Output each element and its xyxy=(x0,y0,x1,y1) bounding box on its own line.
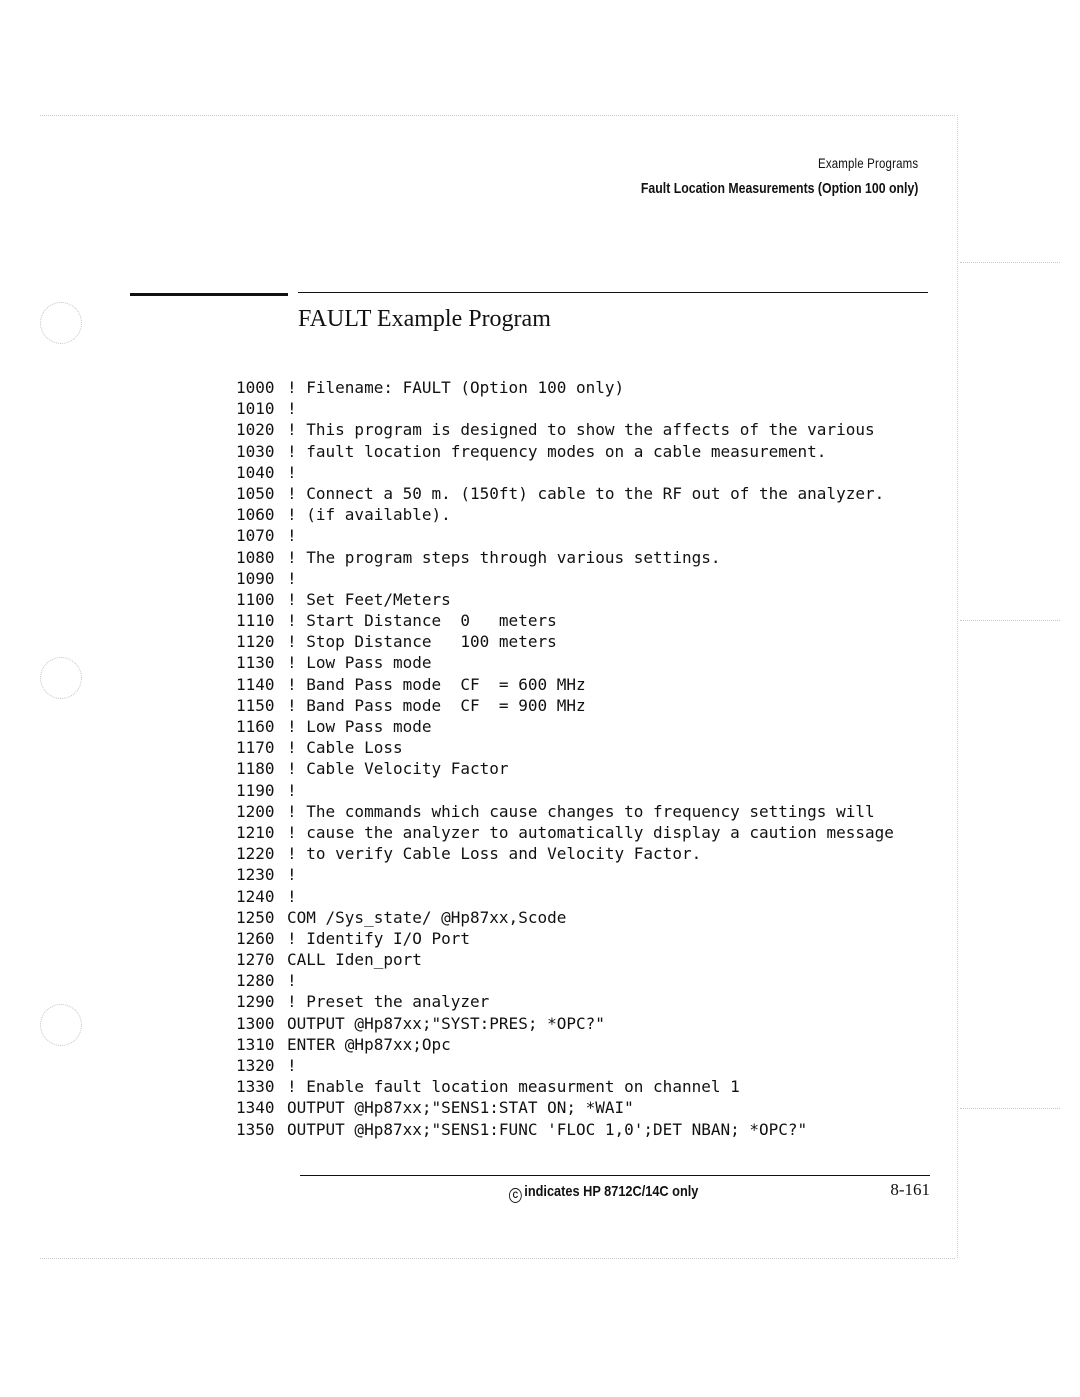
line-number: 1150 xyxy=(236,695,275,715)
line-number: 1220 xyxy=(236,844,275,864)
top-scan-border xyxy=(40,115,955,116)
code-line xyxy=(236,462,894,483)
code-line xyxy=(236,1076,894,1097)
line-text: ! Filename: FAULT (Option 100 only) xyxy=(287,378,625,397)
code-line xyxy=(236,1013,894,1034)
line-text: ! xyxy=(287,886,297,906)
binder-hole xyxy=(40,657,82,699)
code-line xyxy=(236,1055,894,1076)
line-number: 1080 xyxy=(236,547,275,567)
line-number: 1060 xyxy=(236,505,275,525)
code-line xyxy=(236,1097,894,1118)
title-rule-thick xyxy=(130,293,288,296)
line-text: COM /Sys_state/ @Hp87xx,Scode xyxy=(287,907,567,927)
line-number: 1040 xyxy=(236,462,275,482)
line-number: 1210 xyxy=(236,822,275,842)
running-header-subsection: Fault Location Measurements (Option 100 only) xyxy=(640,180,918,197)
code-line xyxy=(236,419,894,440)
page-title: FAULT Example Program xyxy=(298,306,551,332)
line-text: ! This program is designed to show the affects of the various xyxy=(287,420,875,440)
line-text: ! Low Pass mode xyxy=(287,653,432,673)
line-text: ENTER @Hp87xx;Opc xyxy=(287,1034,451,1054)
line-text: ! xyxy=(287,568,297,588)
line-number: 1000 xyxy=(236,378,275,397)
line-number: 1140 xyxy=(236,674,275,694)
line-number: 1320 xyxy=(236,1056,275,1075)
bottom-scan-border xyxy=(40,1258,955,1259)
line-text: ! Enable fault location measurment on channel 1 xyxy=(287,1077,740,1097)
code-line xyxy=(236,1034,894,1055)
line-text: OUTPUT @Hp87xx;"SYST:PRES; *OPC?" xyxy=(287,1013,605,1033)
line-text: ! xyxy=(287,526,297,546)
code-line xyxy=(236,695,894,716)
line-text: ! Stop Distance 100 meters xyxy=(287,632,557,652)
line-number: 1170 xyxy=(236,738,275,758)
line-number: 1130 xyxy=(236,653,275,673)
line-number: 1310 xyxy=(236,1034,275,1054)
code-line xyxy=(236,758,894,779)
line-text: ! xyxy=(287,971,297,991)
line-number: 1240 xyxy=(236,886,275,906)
running-header-section: Example Programs xyxy=(817,155,918,171)
footer-note xyxy=(509,1183,698,1203)
code-line xyxy=(236,991,894,1012)
code-line xyxy=(236,589,894,610)
code-line xyxy=(236,398,894,419)
line-number: 1160 xyxy=(236,717,275,736)
line-text: OUTPUT @Hp87xx;"SENS1:FUNC 'FLOC 1,0';DET NBAN; *OPC?" xyxy=(287,1119,808,1139)
title-rule-thin xyxy=(298,292,928,293)
line-text: ! xyxy=(287,399,297,419)
line-text: ! Band Pass mode CF = 600 MHz xyxy=(287,674,586,694)
line-number: 1070 xyxy=(236,526,275,546)
line-text: ! Set Feet/Meters xyxy=(287,589,451,609)
line-number: 1340 xyxy=(236,1098,275,1118)
hp-c-symbol-icon: C xyxy=(509,1188,522,1203)
line-number: 1350 xyxy=(236,1119,275,1139)
binder-hole xyxy=(40,302,82,344)
code-line xyxy=(236,568,894,589)
line-number: 1290 xyxy=(236,992,275,1012)
line-text: ! fault location frequency modes on a cable measurement. xyxy=(287,441,827,461)
line-number: 1100 xyxy=(236,589,275,609)
line-text: ! to verify Cable Loss and Velocity Factor. xyxy=(287,844,702,864)
line-number: 1180 xyxy=(236,759,275,779)
footer-note-text: indicates HP 8712C/14C only xyxy=(524,1183,699,1200)
code-line xyxy=(236,716,894,737)
line-text: ! The commands which cause changes to frequency settings will xyxy=(287,801,875,821)
line-text: ! cause the analyzer to automatically display a caution message xyxy=(287,822,894,842)
line-text: ! Low Pass mode xyxy=(287,717,432,736)
code-line xyxy=(236,780,894,801)
code-line xyxy=(236,864,894,885)
line-number: 1260 xyxy=(236,928,275,948)
code-line xyxy=(236,843,894,864)
code-line xyxy=(236,674,894,695)
code-line xyxy=(236,441,894,462)
code-line xyxy=(236,801,894,822)
line-number: 1030 xyxy=(236,441,275,461)
line-text: ! Cable Loss xyxy=(287,738,403,758)
margin-tick xyxy=(960,262,1060,263)
line-text: ! (if available). xyxy=(287,505,451,525)
line-number: 1010 xyxy=(236,399,275,419)
code-line xyxy=(236,970,894,991)
line-number: 1120 xyxy=(236,632,275,652)
line-number: 1280 xyxy=(236,971,275,991)
line-text: ! The program steps through various settings. xyxy=(287,547,721,567)
line-text: CALL Iden_port xyxy=(287,950,422,970)
line-text: ! Identify I/O Port xyxy=(287,928,471,948)
code-line xyxy=(236,504,894,525)
line-number: 1270 xyxy=(236,950,275,970)
line-number: 1300 xyxy=(236,1013,275,1033)
code-line xyxy=(236,547,894,568)
code-line xyxy=(236,822,894,843)
line-number: 1020 xyxy=(236,420,275,440)
line-text: ! xyxy=(287,780,297,800)
code-line xyxy=(236,1119,894,1140)
line-text: ! Start Distance 0 meters xyxy=(287,611,557,631)
code-line xyxy=(236,377,894,398)
line-number: 1050 xyxy=(236,483,275,503)
code-line xyxy=(236,525,894,546)
code-listing xyxy=(236,377,894,1140)
code-line xyxy=(236,886,894,907)
line-number: 1250 xyxy=(236,907,275,927)
line-text: ! Preset the analyzer xyxy=(287,992,490,1012)
margin-tick xyxy=(960,620,1060,621)
line-text: ! xyxy=(287,1056,297,1075)
line-number: 1230 xyxy=(236,865,275,885)
line-text: OUTPUT @Hp87xx;"SENS1:STAT ON; *WAI" xyxy=(287,1098,634,1118)
code-line xyxy=(236,737,894,758)
code-line xyxy=(236,949,894,970)
right-scan-border xyxy=(957,115,958,1258)
code-line xyxy=(236,631,894,652)
code-line xyxy=(236,652,894,673)
code-line xyxy=(236,483,894,504)
binder-hole xyxy=(40,1004,82,1046)
code-line xyxy=(236,907,894,928)
line-text: ! Cable Velocity Factor xyxy=(287,759,509,779)
line-text: ! Connect a 50 m. (150ft) cable to the RF out of the analyzer. xyxy=(287,483,885,503)
line-number: 1190 xyxy=(236,780,275,800)
code-line xyxy=(236,610,894,631)
line-number: 1090 xyxy=(236,568,275,588)
footer-rule xyxy=(300,1175,930,1176)
code-line xyxy=(236,928,894,949)
line-number: 1200 xyxy=(236,801,275,821)
page-number: 8-161 xyxy=(890,1180,930,1199)
line-text: ! xyxy=(287,462,297,482)
line-number: 1110 xyxy=(236,611,275,631)
line-text: ! Band Pass mode CF = 900 MHz xyxy=(287,695,586,715)
margin-tick xyxy=(960,1108,1060,1109)
line-number: 1330 xyxy=(236,1077,275,1097)
line-text: ! xyxy=(287,865,297,885)
